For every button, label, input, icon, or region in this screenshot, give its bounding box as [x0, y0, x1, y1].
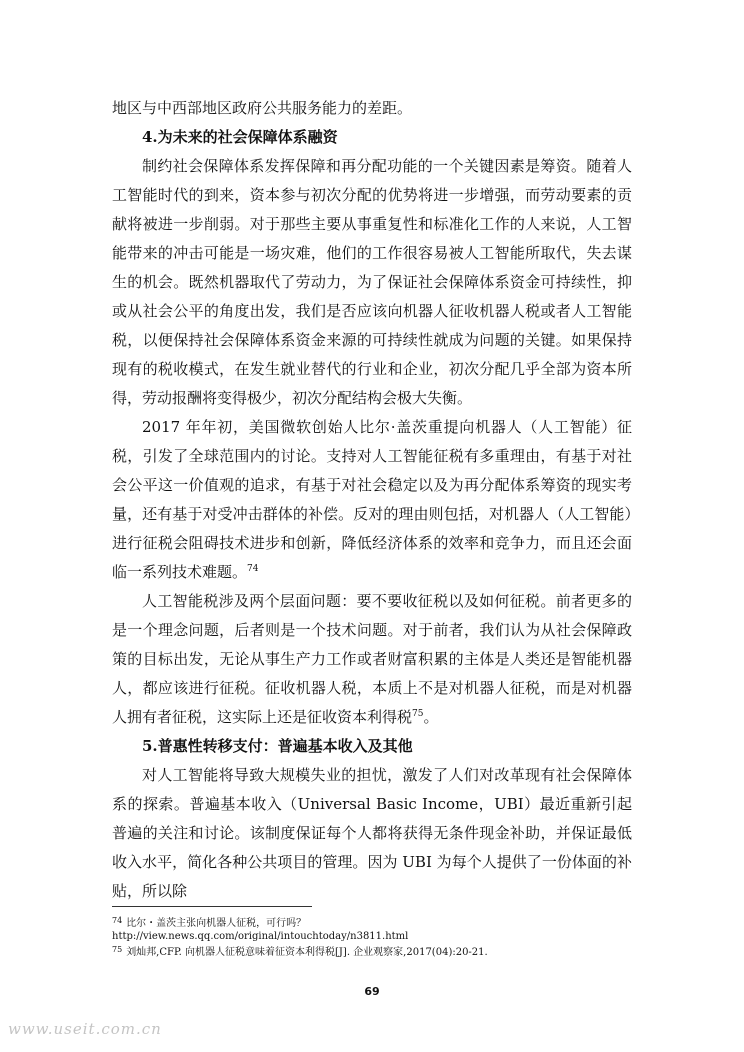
footnote-74-text: 比尔・盖茨主张向机器人征税，可行吗？	[126, 918, 307, 929]
watermark: www.useit.com.cn	[8, 1020, 162, 1038]
paragraph-funding: 制约社会保障体系发挥保障和再分配功能的一个关键因素是筹资。随着人工智能时代的到来，资本参与初次分配的优势将进一步增强，而劳动要素的贡献将被进一步削弱。对于那些主要从事重复性和标准化工作的人来说，人工智能带来的冲击可能是一场灾难，他们的工作很容易被人工智能所取代，失去谋生的机会。既然机器取代了劳动力，为了保证社会保障体系资金可持续性，抑或从社会公平的角度出发，我们是否应该向机器人征收机器人税或者人工智能税，以便保持社会保障体系资金来源的可持续性就成为问题的关键。如果保持现有的税收模式，在发生就业替代的行业和企业，初次分配几乎全部为资本所得，劳动报酬将变得极少，初次分配结构会极大失衡。	[112, 157, 632, 407]
paragraph-ai-tax-end: 。	[423, 708, 439, 726]
paragraph-ubi: 对人工智能将导致大规模失业的担忧，激发了人们对改革现有社会保障体系的探索。普遍基本收入（Universal Basic Income，UBI）最近重新引起普遍的关注和讨论。该制度保证每个人都将获得无条件现金补助，并保证最低收入水平，简化各种公共项目的管理。因为 UBI 为每个人提供了一份体面的补贴，所以除	[112, 766, 632, 900]
paragraph-ai-tax	[112, 587, 632, 732]
paragraph-ai-tax-text: 人工智能税涉及两个层面问题：要不要收征税以及如何征税。前者更多的是一个理念问题，后者则是一个技术问题。对于前者，我们认为从社会保障政策的目标出发，无论从事生产力工作或者财富积累的主体是人类还是智能机器人，都应该进行征税。征收机器人税，本质上不是对机器人征税，而是对机器人拥有者征税，这实际上还是征收资本利得税	[112, 592, 632, 726]
section-heading-4: 4.为未来的社会保障体系融资	[142, 128, 338, 146]
footnote-74-url[interactable]: http://view.news.qq.com/original/intouchtoday/n3811.html	[112, 931, 409, 942]
paragraph-gates-tax-text: 2017 年年初，美国微软创始人比尔·盖茨重提向机器人（人工智能）征税，引发了全球范围内的讨论。支持对人工智能征税有多重理由，有基于对社会公平这一价值观的追求，有基于对社会稳定以及为再分配体系筹资的现实考量，还有基于对受冲击群体的补偿。反对的理由则包括，对机器人（人工智能）进行征税会阻碍技术进步和创新，降低经济体系的效率和竞争力，而且还会面临一系列技术难题。	[112, 418, 632, 581]
footnote-divider	[112, 906, 312, 907]
body-text	[112, 94, 632, 906]
paragraph-gates-tax	[112, 413, 632, 587]
footnote-75	[112, 943, 632, 959]
footnote-74-number: 74	[112, 916, 123, 925]
footnote-ref-75[interactable]: 75	[412, 709, 424, 719]
section-heading-5: 5.普惠性转移支付：普遍基本收入及其他	[142, 737, 413, 755]
footnotes	[112, 914, 632, 959]
footnote-75-number: 75	[112, 945, 123, 954]
paragraph-continuation: 地区与中西部地区政府公共服务能力的差距。	[112, 99, 413, 117]
page-number: 69	[364, 985, 380, 998]
footnote-74	[112, 914, 632, 930]
footnote-ref-74[interactable]: 74	[247, 564, 259, 574]
footnote-75-text: 刘灿邦,CFP. 向机器人征税意味着征资本利得税[J]. 企业观察家,2017(04):20-21.	[126, 947, 488, 958]
